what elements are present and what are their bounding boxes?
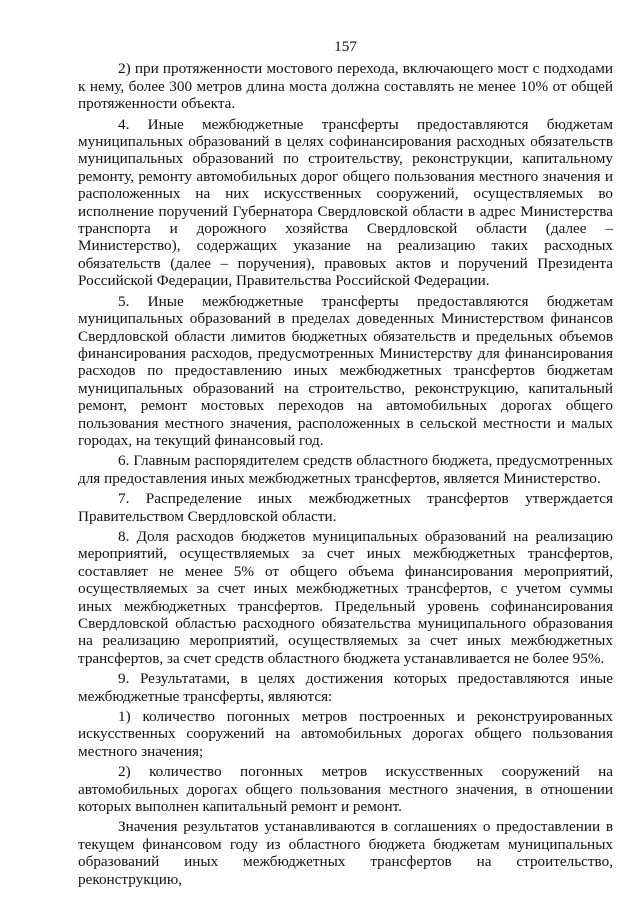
paragraph-9: 9. Результатами, в целях достижения которых предоставляются иные межбюджетные трансферты, являются: [78, 670, 613, 705]
paragraph-item-2-bridge-length: 2) при протяженности мостового перехода, включающего мост с подходами к нему, более 300 метров длина моста должна составлять не менее 10% от общей протяженности объекта. [78, 60, 613, 113]
paragraph-6: 6. Главным распорядителем средств областного бюджета, предусмотренных для предоставления иных межбюджетных трансфертов, является Министерство. [78, 452, 613, 487]
paragraph-7: 7. Распределение иных межбюджетных трансфертов утверждается Правительством Свердловской области. [78, 490, 613, 525]
paragraph-9-item-2: 2) количество погонных метров искусственных сооружений на автомобильных дорогах общего пользования местного значения, в отношении которых выполнен капитальный ремонт и ремонт. [78, 763, 613, 816]
paragraph-4: 4. Иные межбюджетные трансферты предоставляются бюджетам муниципальных образований в целях софинансирования расходных обязательств муниципальных образований по строительству, реконструкции, капитальному ремонту, ремонту автомобильных дорог общего пользования местного значения и расположенных на них искусственных сооружений, осуществляемых во исполнение поручений Губернатора Свердловской области в адрес Министерства транспорта и дорожного хозяйства Свердловской области (далее – Министерство), содержащих указание на реализацию таких расходных обязательств (далее – поручения), правовых актов и поручений Президента Российской Федерации, Правительства Российской Федерации. [78, 115, 613, 290]
paragraph-results-values: Значения результатов устанавливаются в соглашениях о предоставлении в текущем финансовом году из областного бюджета бюджетам муниципальных образований иных межбюджетных трансфертов на строительство, реконструкцию, [78, 818, 613, 888]
paragraph-5: 5. Иные межбюджетные трансферты предоставляются бюджетам муниципальных образований в пределах доведенных Министерством финансов Свердловской области лимитов бюджетных обязательств и предельных объемов финансирования расходов, предусмотренных Министерству для финансирования расходов по предоставлению иных межбюджетных трансфертов бюджетам муниципальных образований на строительство, реконструкцию, капитальный ремонт, ремонт мостовых переходов на автомобильных дорогах общего пользования местного значения, расположенных в сельской местности и малых городах, на текущий финансовый год. [78, 292, 613, 449]
paragraph-8: 8. Доля расходов бюджетов муниципальных образований на реализацию мероприятий, осуществляемых за счет иных межбюджетных трансфертов, составляет не менее 5% от общего объема финансирования мероприятий, осуществляемых за счет иных межбюджетных трансфертов, с учетом суммы иных межбюджетных трансфертов. Предельный уровень софинансирования Свердловской областью расходного обязательства муниципального образования на реализацию мероприятий, осуществляемых за счет иных межбюджетных трансфертов, за счет средств областного бюджета устанавливается не более 95%. [78, 527, 613, 667]
document-page [78, 38, 613, 891]
page-number: 157 [334, 38, 357, 55]
paragraph-9-item-1: 1) количество погонных метров построенных и реконструированных искусственных сооружений на автомобильных дорогах общего пользования местного значения; [78, 708, 613, 760]
